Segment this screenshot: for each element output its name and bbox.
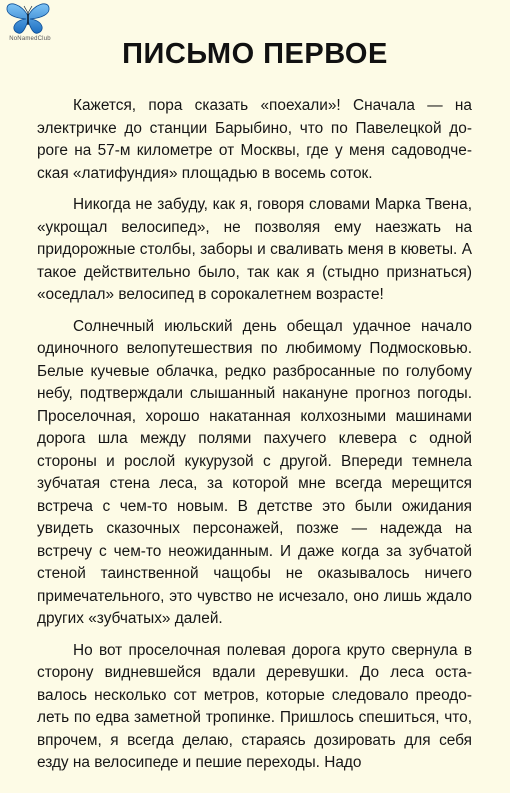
butterfly-icon: [4, 2, 52, 36]
paragraph: Никогда не забуду, как я, говоря словами Марка Твена, «укрощал велосипед», не позволяя ему наезжать на придорожные столбы, заборы и сваливать меня в кюветы. А такое действительно было, так как я (стыдно признаться) «оседлал» велосипед в сорокалетнем возрасте!: [37, 196, 472, 303]
paragraph: Кажется, пора сказать «поехали»! Сначала — на электричке до станции Барыбино, что по Павелецкой дороге на 57-м километре от Москвы, где у меня садоводческая «латифундия» площадью в восемь соток.: [37, 97, 472, 182]
paragraph: Солнечный июльский день обещал удачное начало одиночного велопутешествия по любимому Подмосковью. Белые кучевые облачка, редко разбросанные по голубому небу, подтверждали слышанный накануне прогноз погоды. Проселочная, хорошо накатанная колхозными машинами дорога шла между полями пахучего клевера с одной стороны и рослой кукурузой с другой. Впереди темнела зубчатая стена леса, за которой мне всегда мерещится встреча с чем-то новым. В детстве это были ожидания увидеть сказочных персонажей, позже — надежда на встречу с чем-то неожиданным. И даже когда за зубчатой стеной таинственной чащобы не оказывалось ничего примечательного, это чувство не исчезало, оно лишь ждало других «зубчатых» далей.: [37, 317, 472, 627]
paragraph: Но вот проселочная полевая дорога круто свернула в сторону видневшейся вдали деревушки. До леса оставалось несколько сот метров, которые следовало преодолеть по едва заметной тропинке. Пришлось спешиться, что, впрочем, я всегда делаю, стараясь дозировать для себя езду на велосипеде и пешие переходы. Надо: [37, 641, 472, 771]
body-text: [37, 95, 472, 784]
logo-text: NoNamedClub: [9, 36, 51, 42]
page-title: ПИСЬМО ПЕРВОЕ: [122, 38, 388, 70]
